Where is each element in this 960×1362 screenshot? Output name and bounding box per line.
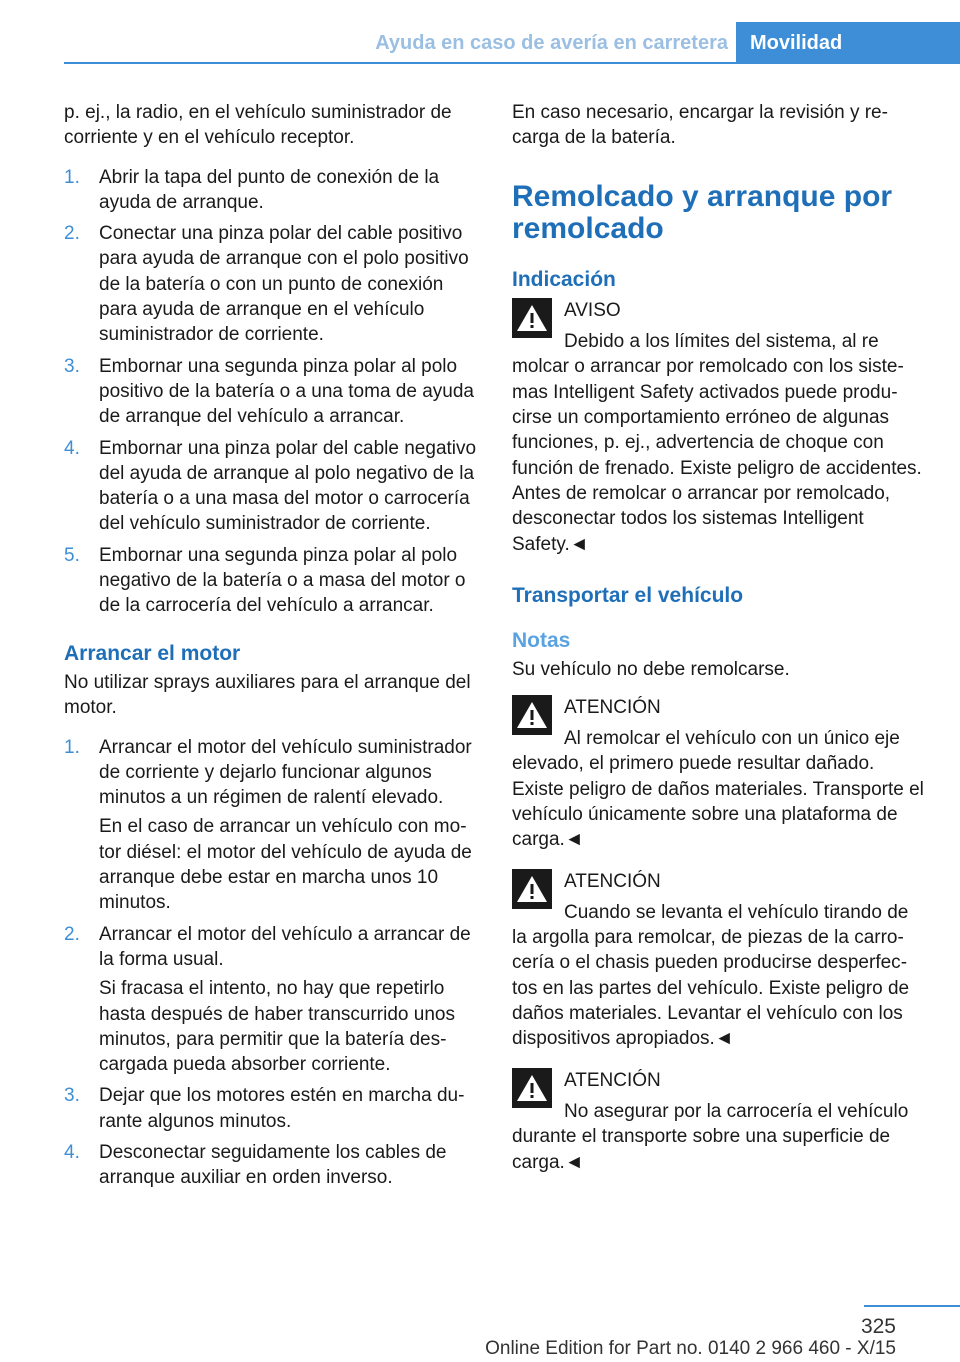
step-text: Embornar una pinza polar del cable negativo del ayuda de arranque al polo negativo de la batería o a una masa del motor o carrocería del vehículo suministrador de corriente. bbox=[99, 437, 477, 535]
warning-triangle-icon bbox=[512, 695, 552, 735]
subheading-transport: Transportar el vehículo bbox=[512, 583, 744, 607]
warning-label: ATENCIÓN bbox=[564, 1069, 661, 1091]
warning-block-atencion-1 bbox=[512, 695, 926, 853]
step-number: 3. bbox=[64, 355, 80, 377]
left-column bbox=[64, 100, 478, 1197]
step-number: 3. bbox=[64, 1085, 80, 1107]
warning-block-atencion-3 bbox=[512, 1068, 926, 1175]
warning-text-continued: durante el transporte sobre una superficie de carga.◄ bbox=[512, 1126, 891, 1173]
step-text: Abrir la tapa del punto de conexión de la ayuda de arranque. bbox=[99, 166, 440, 213]
warning-triangle-icon bbox=[512, 298, 552, 338]
page-number: 325 bbox=[860, 1315, 896, 1338]
warning-text-continued: molcar o arrancar por remolcado con los sistemas Intelligent Safety activados puede producirse un comportamiento erróneo de algunas funciones, p. ej., advertencia de choque con función de frenado. Existe peligro de accidentes. Antes de remolcar o arrancar por remolcado, desconectar todos los sistemas Intelligent Safety.◄ bbox=[512, 356, 922, 555]
step-subtext: En el caso de arrancar un vehículo con motor diésel: el motor del vehículo de ayuda de arranque debe estar en marcha unos 10 minutos. bbox=[99, 816, 472, 914]
warning-label: ATENCIÓN bbox=[564, 696, 661, 718]
warning-block-aviso bbox=[512, 298, 926, 557]
right-column bbox=[512, 100, 926, 1191]
edition-line: Online Edition for Part no. 0140 2 966 460 - X/15 bbox=[485, 1338, 896, 1359]
step-number: 1. bbox=[64, 166, 80, 188]
list-item bbox=[64, 922, 478, 1078]
warning-text: Cuando se levanta el vehículo tirando de bbox=[564, 901, 909, 923]
page-footer bbox=[0, 1305, 960, 1362]
warning-block-atencion-2 bbox=[512, 869, 926, 1052]
section-heading-towing: Remolcado y arranque por remolcado bbox=[512, 179, 893, 245]
list-item bbox=[64, 543, 478, 619]
jumpstart-steps-list bbox=[64, 165, 478, 619]
list-item bbox=[64, 354, 478, 430]
subheading-indicacion: Indicación bbox=[512, 267, 616, 291]
section-heading-start-engine: Arrancar el motor bbox=[64, 641, 241, 665]
start-engine-paragraph: No utilizar sprays auxiliares para el arranque del motor. bbox=[64, 671, 471, 719]
step-number: 2. bbox=[64, 923, 80, 945]
step-subtext: Si fracasa el intento, no hay que repetirlo hasta después de haber transcurrido unos minutos, para permitir que la batería descargada pueda absorber corriente. bbox=[99, 978, 455, 1076]
list-item bbox=[64, 735, 478, 916]
warning-text-continued: la argolla para remolcar, de piezas de la carrocería o el chasis pueden producirse desperfectos en las partes del vehículo. Existe peligro de daños materiales. Levantar el vehículo con los dispositivos apropiados.◄ bbox=[512, 927, 910, 1050]
step-text: Arrancar el motor del vehículo a arrancar de la forma usual. bbox=[99, 923, 471, 970]
subheading-notas: Notas bbox=[512, 629, 571, 653]
step-number: 4. bbox=[64, 1141, 80, 1163]
warning-text-continued: elevado, el primero puede resultar dañado. Existe peligro de daños materiales. Transporte el vehículo únicamente sobre una plataforma de carga.◄ bbox=[512, 753, 924, 851]
step-number: 2. bbox=[64, 223, 80, 245]
warning-label: ATENCIÓN bbox=[564, 870, 661, 892]
warning-text: Al remolcar el vehículo con un único eje bbox=[564, 728, 900, 750]
notas-paragraph: Su vehículo no debe remolcarse. bbox=[512, 659, 790, 681]
warning-label: AVISO bbox=[564, 299, 621, 321]
header-section-title: Ayuda en caso de avería en carretera bbox=[375, 32, 728, 54]
warning-triangle-icon bbox=[512, 869, 552, 909]
list-item bbox=[64, 221, 478, 347]
battery-check-paragraph: En caso necesario, encargar la revisión y recarga de la batería. bbox=[512, 102, 888, 149]
step-text: Desconectar seguidamente los cables de arranque auxiliar en orden inverso. bbox=[99, 1141, 447, 1189]
start-engine-steps-list bbox=[64, 735, 478, 1191]
step-text: Dejar que los motores estén en marcha durante algunos minutos. bbox=[99, 1085, 465, 1132]
step-number: 1. bbox=[64, 736, 80, 758]
footer-rule bbox=[864, 1305, 960, 1307]
step-text: Arrancar el motor del vehículo suministrador de corriente y dejarlo funcionar algunos minutos a un régimen de ralentí elevado. bbox=[99, 736, 472, 809]
step-text: Embornar una segunda pinza polar al polo negativo de la batería o a masa del motor o de la carrocería del vehículo a arrancar. bbox=[99, 544, 466, 617]
step-text: Embornar una segunda pinza polar al polo positivo de la batería o a una toma de ayuda de arranque del vehículo a arrancar. bbox=[99, 355, 474, 428]
list-item bbox=[64, 436, 478, 537]
list-item bbox=[64, 1140, 478, 1191]
step-number: 4. bbox=[64, 437, 80, 459]
list-item bbox=[64, 165, 478, 216]
warning-triangle-icon bbox=[512, 1068, 552, 1108]
header-chapter-tab: Movilidad bbox=[736, 22, 960, 64]
intro-paragraph: p. ej., la radio, en el vehículo suministrador de corriente y en el vehículo receptor. bbox=[64, 102, 452, 149]
step-number: 5. bbox=[64, 544, 80, 566]
warning-text: Debido a los límites del sistema, al re bbox=[564, 331, 879, 353]
page-header bbox=[64, 22, 960, 64]
list-item bbox=[64, 1083, 478, 1134]
step-text: Conectar una pinza polar del cable positivo para ayuda de arranque con el polo positivo de la batería o con un punto de conexión para ayuda de arranque en el vehículo suministrador de corriente. bbox=[99, 223, 469, 346]
warning-text: No asegurar por la carrocería el vehículo bbox=[564, 1100, 909, 1122]
